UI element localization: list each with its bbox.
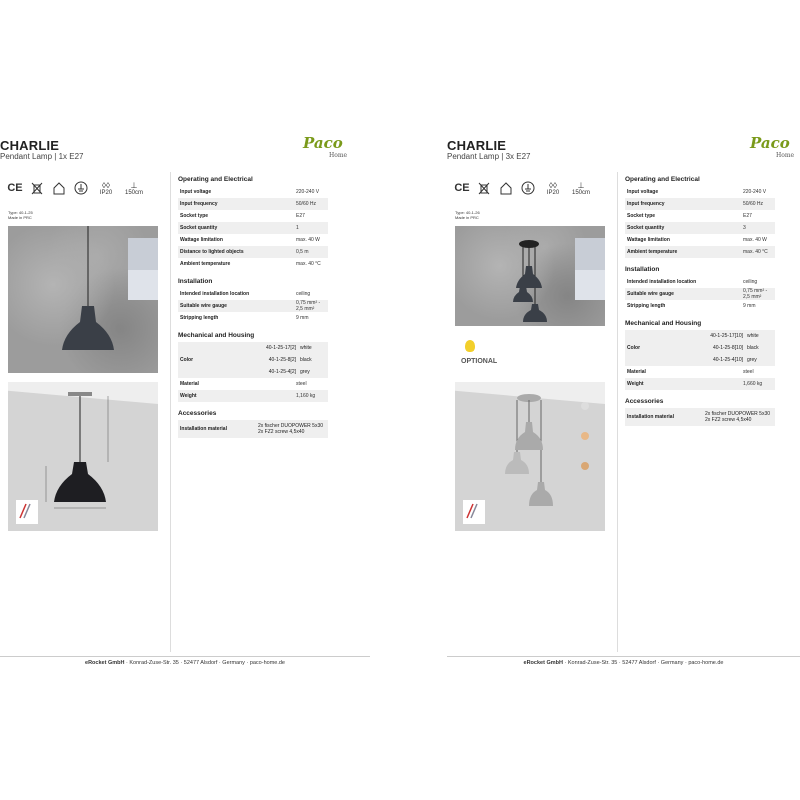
ip20-drops-icon: ◊◊ IP20: [546, 180, 560, 196]
section-mechanical: Mechanical and Housing: [625, 320, 702, 327]
spec-row: Weight 1,660 kg: [625, 378, 775, 390]
installation-rows: [178, 288, 328, 324]
product-photo: [8, 226, 158, 373]
accessories-row: Installation material 2x fischer DUOPOWER 5x30 2x FZ2 screw 4,5x40: [625, 408, 775, 426]
weee-bin-icon: [30, 181, 44, 195]
column-divider: [617, 172, 618, 652]
datasheet-triple: [447, 126, 800, 674]
bulb-options-icon: [575, 396, 595, 476]
type-info: Type: 40-1-26 Made in PRC: [455, 210, 480, 220]
cable-length: 150cm: [124, 189, 143, 196]
accessories-row: Installation material 2x fischer DUOPOWER 5x30 2x FZ2 screw 4,5x40: [178, 420, 328, 438]
datasheet-single: [0, 126, 370, 674]
class-ii-house-icon: [52, 181, 66, 195]
cable-length-icon: ⊥ 150cm: [124, 180, 143, 196]
brand-logo: Paco Home: [750, 134, 795, 159]
spec-row: Input voltage 220-240 V: [180, 189, 320, 195]
spec-table: [625, 176, 775, 426]
earth-ground-icon: [74, 181, 88, 195]
footer: eRocket GmbH · Konrad-Zuse-Str. 35 · 52477 Alsdorf · Germany · paco-home.de: [0, 656, 370, 666]
spec-row: Input frequency 50/60 Hz: [625, 198, 775, 210]
spec-row: Ambient temperature max. 40 °C: [625, 246, 775, 258]
color-row: Color 40-1-25-17[10] white 40-1-25-8[10] black 40-1-25-4[10] grey: [625, 330, 775, 366]
ce-mark-icon: CE: [454, 182, 470, 194]
pendant-lamp-image: [8, 226, 158, 373]
made-in: Made in PRC: [8, 215, 32, 220]
product-title: CHARLIE: [447, 138, 507, 153]
certification-icons: [8, 181, 144, 195]
brand-logo-text: Paco: [303, 134, 343, 152]
section-installation: Installation: [178, 278, 213, 285]
type-number: Type: 40-1-25: [8, 210, 33, 215]
spec-row: Intended installation location ceiling: [180, 291, 311, 297]
spec-row: Socket quantity 3: [625, 222, 775, 234]
spec-row: Input voltage 220-240 V: [627, 189, 767, 195]
spec-row: Wattage limitation max. 40 W: [627, 237, 767, 243]
spec-row: Intended installation location ceiling: [627, 279, 758, 285]
spec-row: Suitable wire gauge 0,75 mm² - 2,5 mm²: [625, 288, 775, 300]
operating-rows: [625, 186, 775, 258]
spec-row: Distance to lighted objects 0,5 m: [178, 246, 328, 258]
spec-row: Suitable wire gauge 0,75 mm² - 2,5 mm²: [178, 300, 328, 312]
pendant-lamp-image: [455, 226, 605, 326]
lamp-dimension-sketch: [8, 382, 158, 531]
spec-row: Socket type E27: [180, 213, 305, 219]
product-subtitle: Pendant Lamp | 1x E27: [0, 152, 84, 161]
section-mechanical: Mechanical and Housing: [178, 332, 255, 339]
ip-rating: IP20: [99, 189, 113, 196]
product-photo: [455, 226, 605, 326]
brand-logo: [303, 134, 348, 159]
product-title: CHARLIE: [0, 138, 60, 153]
spec-row: Stripping length 9 mm: [627, 303, 756, 309]
class-ii-house-icon: [499, 181, 513, 195]
weee-bin-icon: [477, 181, 491, 195]
spec-row: Material steel: [178, 378, 328, 390]
operating-rows: [178, 186, 328, 270]
spec-row: Weight 1,160 kg: [178, 390, 328, 402]
section-installation: Installation: [625, 266, 660, 273]
spec-table: [178, 176, 328, 438]
brand-logo-sub: Home: [329, 152, 348, 159]
mechanical-rows: [178, 342, 328, 402]
section-operating: Operating and Electrical: [625, 176, 700, 183]
ip20-drops-icon: ◊◊ IP20: [99, 180, 113, 196]
spec-row: Wattage limitation max. 40 W: [180, 237, 320, 243]
spec-row: Material steel: [625, 366, 775, 378]
installation-rows: [625, 276, 775, 312]
cable-length-icon: ⊥ 150cm: [571, 180, 590, 196]
spec-row: Ambient temperature max. 40 °C: [180, 261, 321, 267]
section-accessories: Accessories: [178, 410, 217, 417]
footer: eRocket GmbH · Konrad-Zuse-Str. 35 · 52477 Alsdorf · Germany · paco-home.de: [447, 656, 800, 666]
column-divider: [170, 172, 171, 652]
certification-icons: [455, 181, 591, 195]
optional-bulb-icon: [465, 340, 475, 352]
ce-mark-icon: CE: [7, 182, 23, 194]
mechanical-rows: [625, 330, 775, 390]
color-row: Color 40-1-25-17[2] white 40-1-25-8[2] black 40-1-25-4[2] grey: [178, 342, 328, 378]
spec-row: Socket type E27: [627, 213, 752, 219]
section-accessories: Accessories: [625, 398, 664, 405]
type-info: [8, 210, 33, 220]
product-subtitle: Pendant Lamp | 3x E27: [447, 152, 531, 161]
spec-row: Stripping length 9 mm: [180, 315, 309, 321]
optional-label: OPTIONAL: [461, 358, 498, 365]
spec-row: Socket quantity 1: [178, 222, 328, 234]
dimension-drawing: [8, 382, 158, 531]
section-operating: Operating and Electrical: [178, 176, 253, 183]
spec-row: Input frequency 50/60 Hz: [178, 198, 328, 210]
earth-ground-icon: [521, 181, 535, 195]
